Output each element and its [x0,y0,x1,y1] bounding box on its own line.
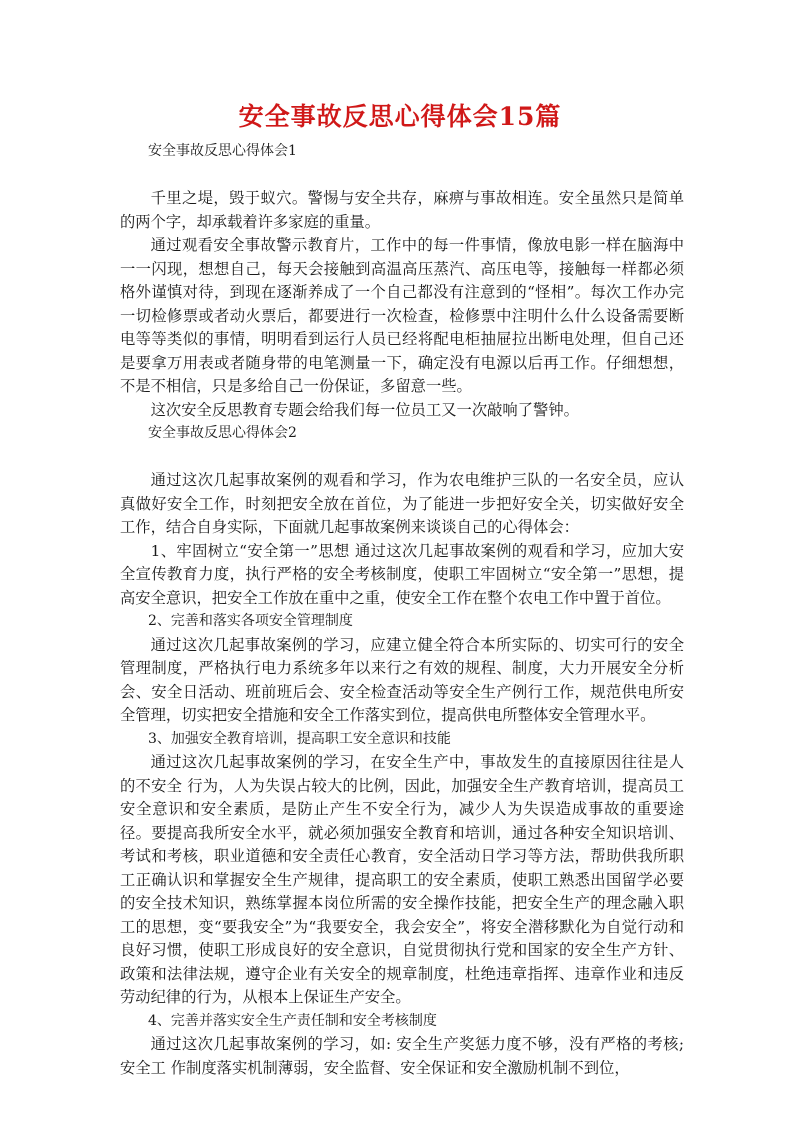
body-paragraph: 通过这次几起事故案例的学习，应建立健全符合本所实际的、切实可行的安全管理制度，严格执行电力系统多年以来行之有效的规程、制度，大力开展安全分析会、安全日活动、班前班后会、安全检查活动等安全生产例行工作，规范供电所安全管理，切实把安全措施和安全工作落实到位，提高供电所整体安全管理水平。 [120,635,684,724]
blank-line [120,446,684,470]
body-paragraph: 这次安全反思教育专题会给我们每一位员工又一次敲响了警钟。 [150,400,579,419]
body-paragraph: 1、牢固树立“安全第一”思想 通过这次几起事故案例的观看和学习，应加大安全宣传教育力度，执行严格的安全考核制度，使职工牢固树立“安全第一”思想，提高安全意识，把安全工作放在重中之重，使安全工作在整个农电工作中置于首位。 [120,541,684,607]
section-heading: 安全事故反思心得体会2 [148,425,297,441]
document-title: 安全事故反思心得体会15篇 [238,102,562,131]
body-paragraph: 通过这次几起事故案例的学习，如: 安全生产奖惩力度不够，没有严格的考核;安全工 作制度落实机制薄弱，安全监督、安全保证和安全激励机制不到位， [120,1035,684,1077]
section-heading: 3、加强安全教育培训，提高职工安全意识和技能 [148,730,451,747]
body-paragraph: 通过观看安全事故警示教育片，工作中的每一件事情，像放电影一样在脑海中一一闪现，想想自己，每天会接触到高温高压蒸汽、高压电等，接触每一样都必须格外谨慎对待，到现在逐渐养成了一个自己都没有注意到的“怪相”。每次工作办完一切检修票或者动火票后，都要进行一次检查，检修票中注明什么什么设备需要断电等等类似的事情，明明看到运行人员已经将配电柜抽屉拉出断电处理，但自己还是要拿万用表或者随身带的电笔测量一下，确定没有电源以后再工作。仔细想想，不是不相信，只是多给自己一份保证，多留意一些。 [120,236,684,395]
body-paragraph: 通过这次几起事故案例的学习，在安全生产中，事故发生的直接原因往往是人的不安全 行为，人为失误占较大的比例，因此，加强安全生产教育培训，提高员工安全意识和安全素质，是防止产生不安全行为，减少人为失误造成事故的重要途径。要提高我所安全水平，就必须加强安全教育和培训，通过各种安全知识培训、考试和考核，职业道德和安全责任心教育，安全活动日学习等方法，帮助供我所职工正确认识和掌握安全生产规律，提高职工的安全素质，使职工熟悉出国留学必要的安全技术知识，熟练掌握本岗位所需的安全操作技能，把安全生产的理念融入职工的思想，变“要我安全”为“我要安全，我会安全”，将安全潜移默化为自觉行动和良好习惯，使职工形成良好的安全意识，自觉贯彻执行党和国家的安全生产方针、政策和法律法规，遵守企业有关安全的规章制度，杜绝违章指挥、违章作业和违反劳动纪律的行为，从根本上保证生产安全。 [120,753,684,1006]
section-heading: 2、完善和落实各项安全管理制度 [148,613,353,629]
body-paragraph: 千里之堤，毁于蚁穴。警惕与安全共存，麻痹与事故相连。安全虽然只是简单的两个字，却承载着许多家庭的重量。 [120,189,684,231]
blank-line [120,164,684,188]
document-body [120,140,684,1080]
body-paragraph: 通过这次几起事故案例的观看和学习，作为农电维护三队的一名安全员，应认真做好安全工作，时刻把安全放在首位，为了能进一步把好安全关，切实做好安全工作，结合自身实际，下面就几起事故案例来谈谈自己的心得体会： [120,471,684,536]
section-heading: 4、完善并落实安全生产责任制和安全考核制度 [148,1012,437,1029]
section-heading: 安全事故反思心得体会1 [148,143,297,159]
